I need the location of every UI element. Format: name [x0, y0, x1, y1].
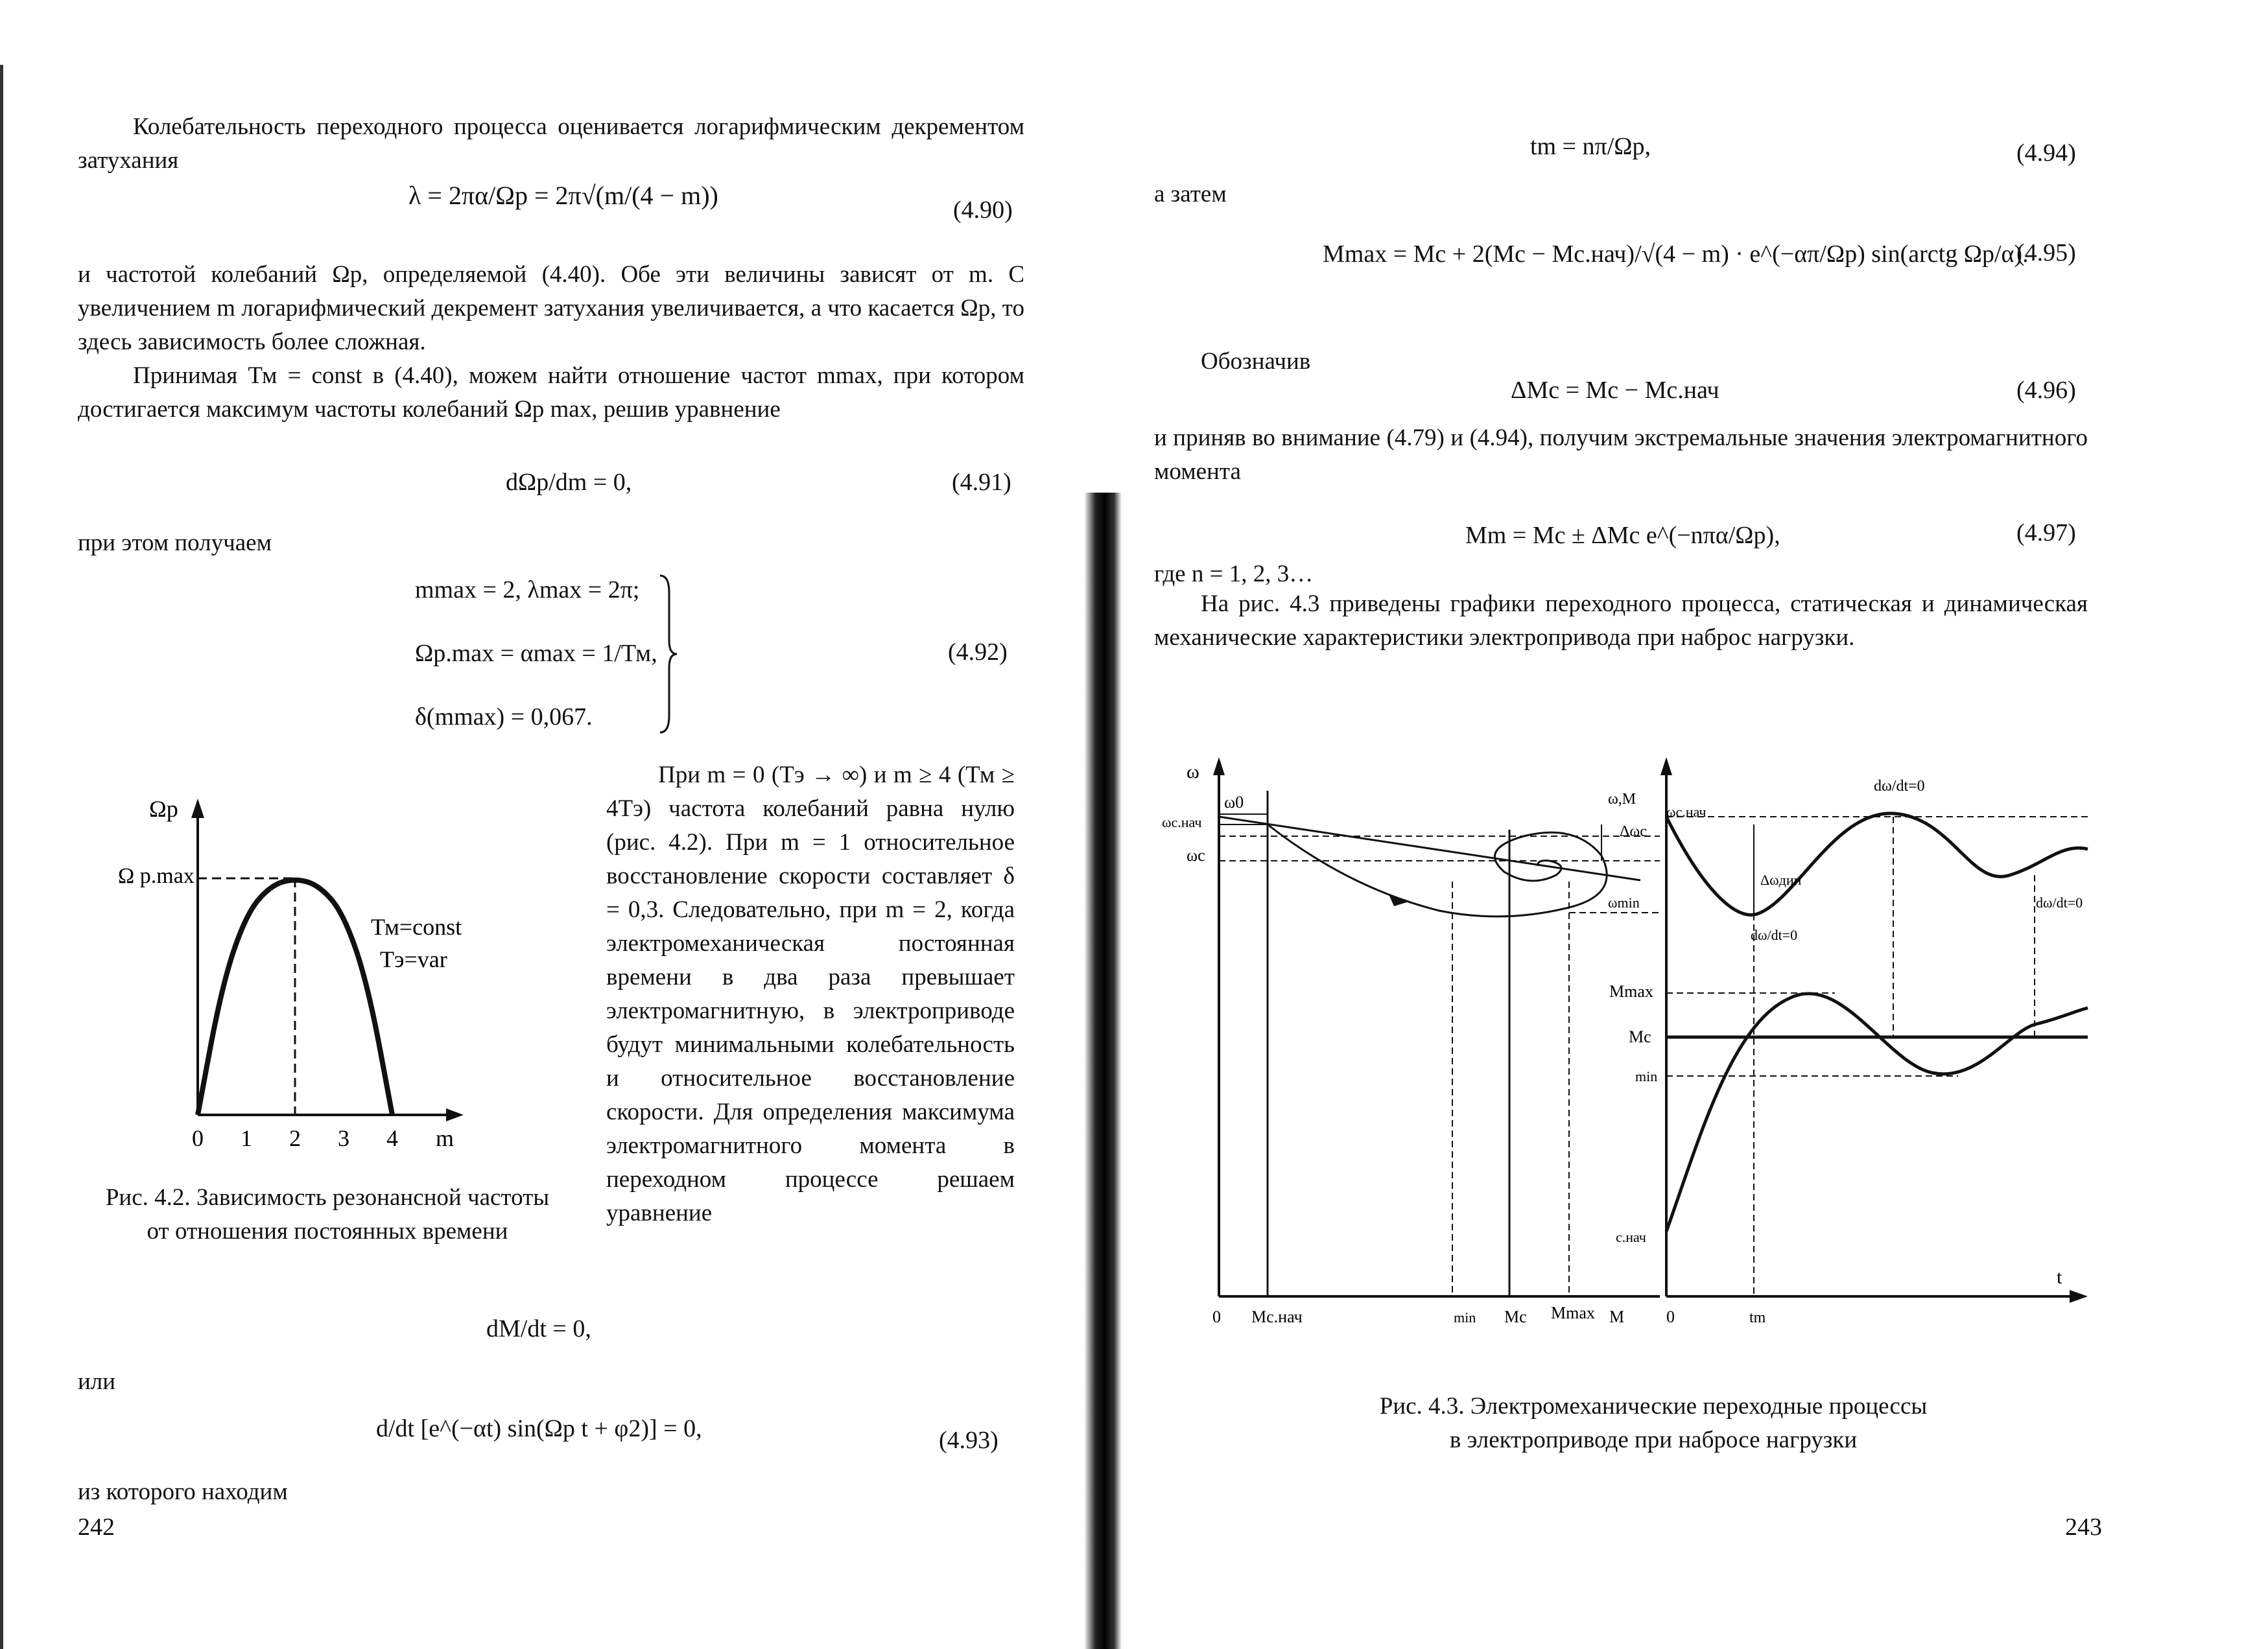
left-paragraph-7: из которого находим — [78, 1479, 288, 1505]
equation-4-92-line-3: δ(mmax) = 0,067. — [415, 703, 593, 731]
equation-number: (4.92) — [948, 638, 1008, 666]
left-paragraph-4: при этом получаем — [78, 530, 272, 556]
x-axis-arrow — [446, 1108, 464, 1121]
page-number-right: 243 — [2065, 1514, 2102, 1541]
y-axis-arrow — [191, 799, 204, 818]
x-tick-label: 3 — [338, 1125, 349, 1151]
equation-number: (4.95) — [2016, 239, 2076, 266]
equation-number: (4.93) — [939, 1427, 998, 1454]
fig43-x0: 0 — [1212, 1307, 1221, 1326]
speed-response-curve — [1666, 813, 2088, 915]
x-tick-label: 2 — [289, 1125, 301, 1151]
fig43-deriv-right: dω/dt=0 — [2036, 895, 2083, 911]
equation-4-97: Mm = Mc ± ΔMc e^(−nπα/Ωр), — [1465, 522, 1780, 549]
fig42-y-label: Ωр — [149, 796, 178, 822]
fig42-label-te: Тэ=var — [380, 946, 447, 972]
equation-4-95: Mmax = Mc + 2(Mc − Mc.нач)/√(4 − m) · e^(−απ/Ωp) sin(arctg Ωp/α). — [1323, 240, 2029, 268]
fig42-peak-label: Ω p.max — [118, 864, 195, 888]
fig43-min-label: min — [1635, 1068, 1658, 1084]
figure-4-3-caption-line-1: Рис. 4.3. Электромеханические переходные процессы — [1379, 1393, 1928, 1420]
equation-number: (4.97) — [2016, 519, 2076, 546]
x-tick-label: 0 — [192, 1125, 204, 1151]
equation-4-94: tm = nπ/Ωр, — [1530, 133, 1651, 160]
static-characteristic — [1219, 817, 1640, 880]
fig43-x-min: min — [1454, 1309, 1476, 1326]
page-edge — [0, 65, 3, 1649]
torque-response-curve — [1666, 994, 2088, 1232]
left-paragraph-6: или — [78, 1368, 116, 1395]
fig42-label-tm: Тм=const — [371, 914, 462, 940]
equation-4-96: ΔMc = Mc − Mc.нач — [1511, 377, 1719, 404]
fig43-x-mcnach: Mс.нач — [1251, 1307, 1303, 1326]
x-tick-labels — [192, 1125, 398, 1151]
figure-4-3-caption-line-2: в электроприводе при набросе нагрузки — [1449, 1427, 1858, 1453]
equation-number: (4.91) — [952, 469, 1011, 496]
left-paragraph-2: и частотой колебаний Ωр, определяемой (4.40). Обе эти величины зависят от m. С увеличением m логарифмический декремент затухания увеличивается, а что касается Ωр, то здесь зависимость более сложная. — [78, 261, 1024, 355]
fig43-t-label: t — [2057, 1267, 2062, 1288]
left-paragraph-3: Принимая Тм = const в (4.40), можем найти отношение частот mmax, при котором достигается максимум частоты колебаний Ωр max, решив уравнение — [78, 362, 1024, 423]
fig43-w0-label: ω0 — [1224, 793, 1244, 812]
fig43-right-y-arrow — [1660, 757, 1672, 775]
equation-dm-dt: dM/dt = 0, — [486, 1315, 591, 1342]
fig43-x-m: M — [1609, 1307, 1625, 1326]
equation-4-92-line-2: Ωp.max = αmax = 1/Тм, — [415, 640, 657, 667]
fig43-r-wnach: ωс.нач — [1666, 804, 1707, 820]
fig43-wc-label: ωс — [1187, 846, 1205, 865]
fig43-x-mc: Mс — [1504, 1307, 1527, 1326]
x-tick-label: 4 — [386, 1125, 398, 1151]
equation-number: (4.96) — [2016, 377, 2076, 404]
equation-4-90: λ = 2πα/Ωp = 2π√(m/(4 − m)) — [408, 181, 718, 210]
fig43-deriv-top: dω/dt=0 — [1874, 778, 1925, 795]
fig43-x-mmax: Mmax — [1551, 1304, 1595, 1322]
equation-number: (4.94) — [2016, 139, 2076, 167]
x-tick-label: 1 — [241, 1125, 252, 1151]
fig43-tm: tm — [1749, 1309, 1766, 1326]
fig43-wm-label: ω,M — [1608, 791, 1636, 808]
figure-4-3-diagram — [1154, 752, 2101, 1335]
fig42-x-label: m — [436, 1125, 455, 1151]
fig43-mc-label: Mс — [1629, 1027, 1651, 1046]
dynamic-characteristic-spiral — [1268, 824, 1607, 917]
fig43-mcnach-label: с.нач — [1616, 1229, 1646, 1245]
fig43-r0: 0 — [1666, 1307, 1675, 1326]
figure-4-2-chart — [71, 791, 473, 1167]
right-paragraph-4: где n = 1, 2, 3… — [1154, 561, 1314, 587]
page-number-left: 242 — [78, 1514, 115, 1541]
right-paragraph-1: а затем — [1154, 181, 1227, 207]
fig43-omega-label: ω — [1187, 761, 1199, 782]
equation-4-91: dΩр/dm = 0, — [506, 469, 632, 496]
equation-4-92-line-1: mmax = 2, λmax = 2π; — [415, 576, 640, 603]
left-paragraph-5: При m = 0 (Тэ → ∞) и m ≥ 4 (Тм ≥ 4Тэ) частота колебаний равна нулю (рис. 4.2). При m = 1 относительное восстановление скорости составляет δ = 0,3. Следовательно, при m = 2, когда электромеханическая постоянная времени в два раза превышает электромагнитную, в электроприводе будут минимальными колебательность и относительное восстановление скорости. Для определения максимума электромагнитного момента в переходном процессе решаем уравнение — [606, 762, 1015, 1226]
fig43-time-arrow — [2070, 1290, 2088, 1303]
book-spine — [1084, 493, 1122, 1649]
right-paragraph-5: На рис. 4.3 приведены графики переходного процесса, статическая и динамическая механические характеристики электропривода при наброс нагрузки. — [1154, 591, 2088, 651]
fig43-left-y-arrow — [1213, 757, 1225, 775]
right-paragraph-3: и приняв во внимание (4.79) и (4.94), получим экстремальные значения электромагнитного момента — [1154, 425, 2088, 485]
equation-4-93: d/dt [e^(−αt) sin(Ωр t + φ2)] = 0, — [376, 1415, 702, 1442]
figure-4-2-caption-line-1: Рис. 4.2. Зависимость резонансной частоты — [105, 1184, 550, 1211]
fig43-wmin-label: ωmin — [1608, 895, 1640, 911]
right-paragraph-2: Обозначив — [1201, 348, 1311, 375]
equation-brace — [655, 573, 681, 735]
equation-number: (4.90) — [953, 196, 1013, 224]
fig43-wnach-label: ωс.нач — [1162, 814, 1202, 830]
figure-4-2-caption-line-2: от отношения постоянных времени — [147, 1218, 508, 1245]
fig43-dwdin-label: Δωдин — [1760, 872, 1802, 888]
fig43-dw-label: Δωс — [1620, 823, 1647, 840]
fig43-mmax-label: Mmax — [1609, 982, 1653, 1001]
left-paragraph-1: Колебательность переходного процесса оценивается логарифмическим декрементом затухания — [78, 113, 1024, 174]
fig43-deriv-mid: dω/dt=0 — [1751, 927, 1798, 943]
